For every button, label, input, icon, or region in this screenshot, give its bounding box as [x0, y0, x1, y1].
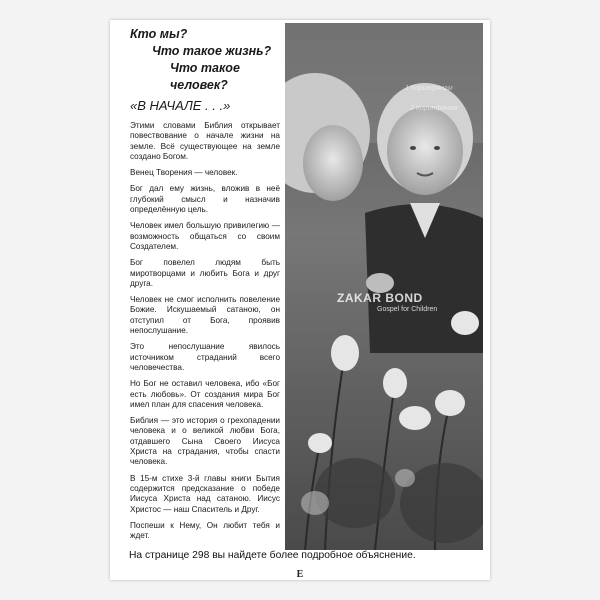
paragraph: Человек не смог исполнить повеление Божие. Искушаемый сатаною, он отступил от Бога, проявив непослушание. [130, 295, 280, 336]
paragraph: Этими словами Библия открывает повествование о начале жизни на земле. Всё существующее на земле создано Богом. [130, 121, 280, 161]
watermark-subtitle: Gospel for Children [377, 306, 438, 313]
paragraph: Человек имел большую привилегию — возможность общаться со своим Создателем. [130, 221, 280, 251]
page-title [130, 26, 280, 94]
book-page [110, 20, 490, 580]
paragraph: Венец Творения — человек. [130, 168, 238, 178]
photo-illustration [285, 23, 483, 550]
paragraph: Бог повелел людям быть миротворцами и любить Бога и друг друга. [130, 258, 280, 288]
text-column [130, 26, 280, 547]
section-heading: «В НАЧАЛЕ . . .» [130, 98, 231, 113]
footer-note: На странице 298 вы найдете более подробное объяснение. [129, 550, 416, 561]
watermark: ZAKAR BOND [337, 291, 423, 305]
paragraph: Библия — это история о грехопадении человека и о великой любви Бога, отдавшего Сына Своего Иисуса Христа на страдания, чтобы спасти человека. [130, 416, 280, 467]
paragraph: Но Бог не оставил человека, ибо «Бог есть любовь». От создания мира Бог имел план для спасения человека. [130, 379, 280, 409]
children-photo [285, 23, 483, 550]
paragraph: Поспеши к Нему, Он любит тебя и ждет. [130, 520, 280, 541]
paragraph: Бог дал ему жизнь, вложив в неё глубокий смысл и назначив определённую цель. [130, 184, 280, 215]
page-letter: E [296, 569, 304, 580]
paragraph: Это непослушание явилось источником страданий всего человечества. [130, 342, 280, 372]
bleed-through-text: 2 Коринфянам [410, 105, 458, 112]
title-line-3: Что такое человек? [170, 61, 240, 92]
title-line-1: Кто мы? [130, 27, 188, 41]
title-line-2: Что такое жизнь? [152, 44, 272, 58]
bleed-through-text: 1 Коринфянам [405, 85, 453, 92]
paragraph: В 15-м стихе 3-й главы книги Бытия содержится предсказание о победе Иисуса Христа над сатаною. Иисус Христос — наш Спаситель и Друг. [130, 473, 280, 514]
